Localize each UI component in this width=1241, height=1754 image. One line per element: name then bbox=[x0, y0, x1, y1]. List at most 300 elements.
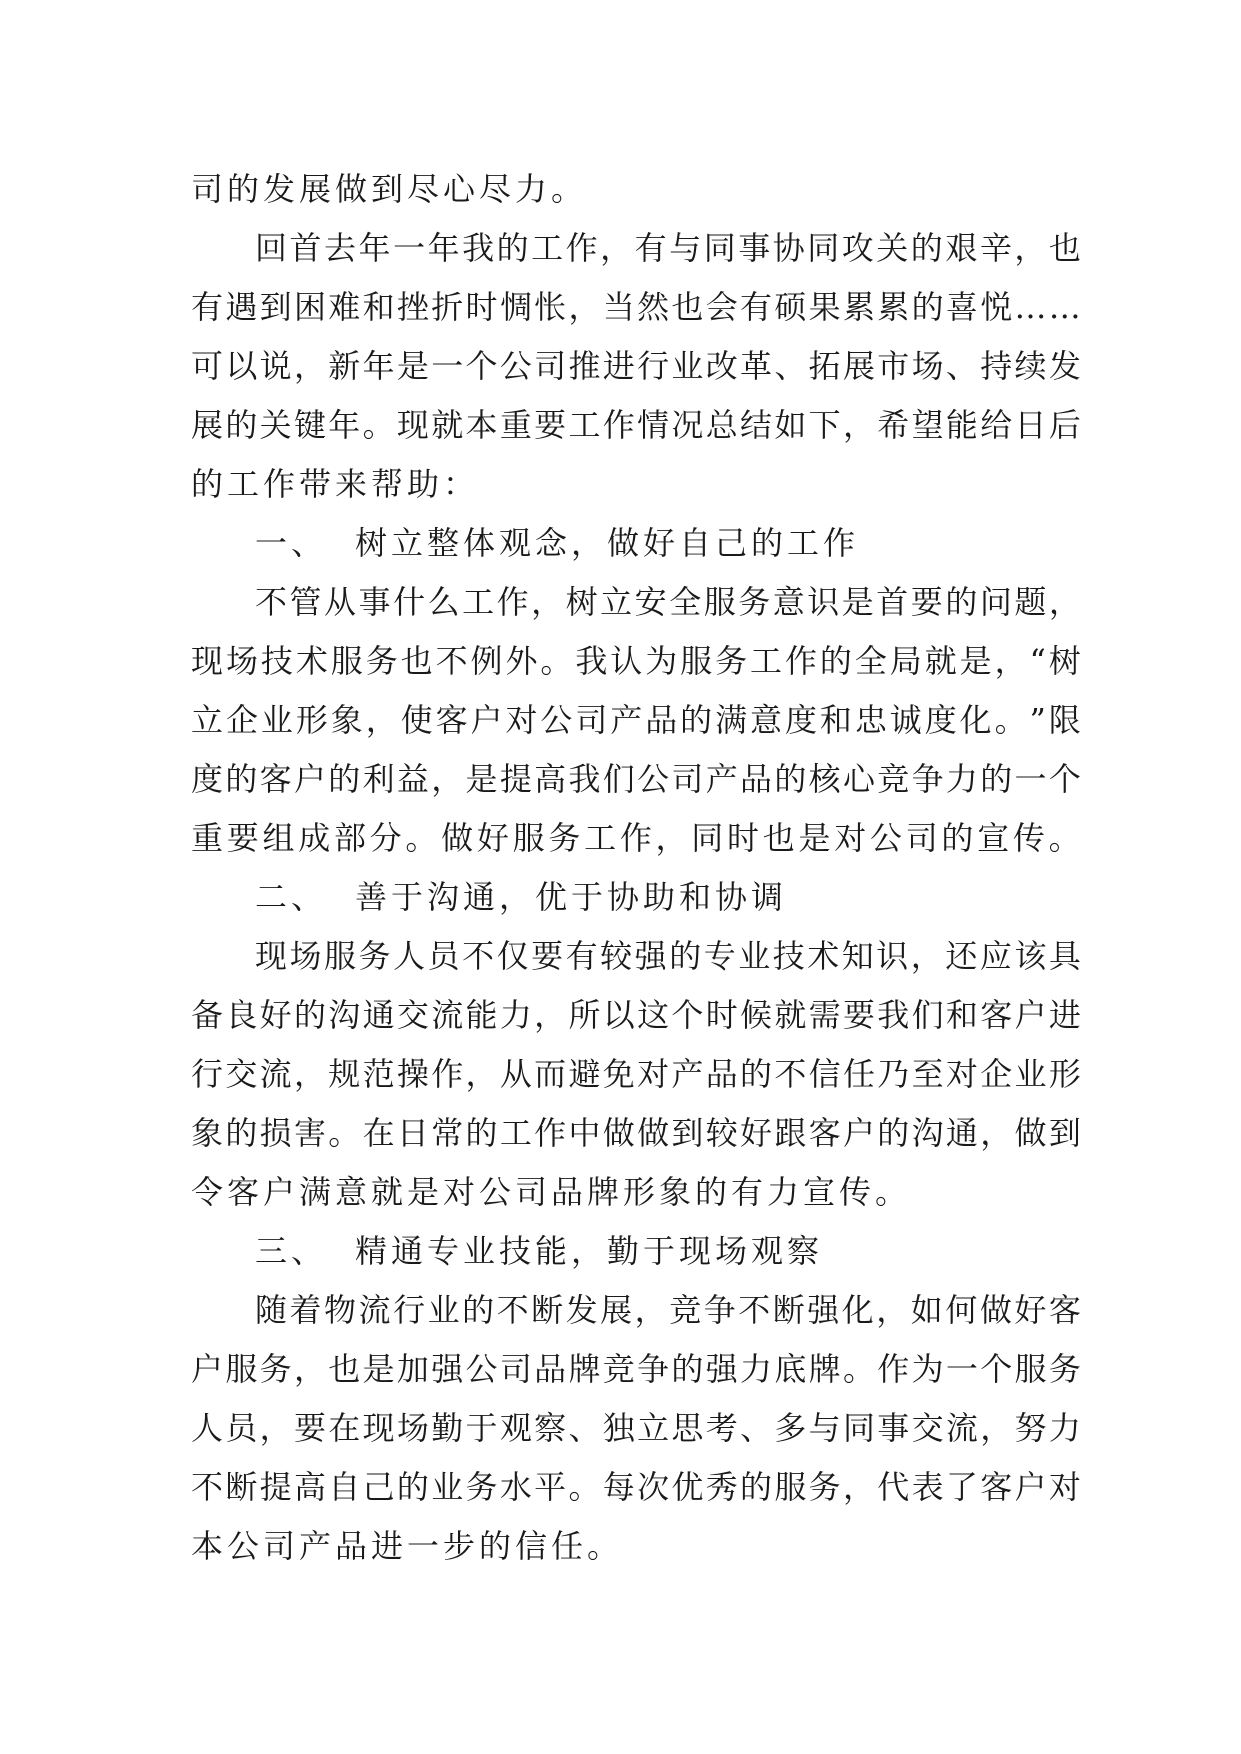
glyph: 例 bbox=[470, 642, 503, 680]
glyph: 年 bbox=[427, 229, 460, 267]
glyph: 在 bbox=[362, 1114, 395, 1152]
glyph: 范 bbox=[362, 1055, 395, 1093]
glyph: 业 bbox=[431, 1468, 464, 1506]
glyph: 要 bbox=[226, 819, 259, 857]
glyph: 候 bbox=[740, 996, 773, 1034]
glyph: 力 bbox=[499, 996, 532, 1034]
glyph: 折 bbox=[431, 288, 464, 326]
glyph: 做 bbox=[441, 819, 474, 857]
glyph: 进 bbox=[1048, 996, 1081, 1034]
glyph: 识 bbox=[876, 937, 909, 975]
glyph: 键 bbox=[293, 406, 326, 444]
glyph: 的 bbox=[680, 701, 713, 739]
glyph: … bbox=[1048, 288, 1081, 326]
glyph: ， bbox=[842, 1468, 875, 1506]
glyph: ， bbox=[655, 819, 688, 857]
glyph: 牌 bbox=[568, 1350, 601, 1388]
glyph: 果 bbox=[808, 288, 841, 326]
glyph: 具 bbox=[1048, 937, 1081, 975]
glyph: 有 bbox=[565, 937, 598, 975]
glyph: 要 bbox=[293, 1409, 326, 1447]
glyph: 独 bbox=[602, 1409, 635, 1447]
glyph: 利 bbox=[362, 760, 395, 798]
glyph: 强 bbox=[431, 1350, 464, 1388]
heading-text: 善于沟通，优于协助和协调 bbox=[355, 878, 788, 916]
glyph: 对 bbox=[505, 701, 538, 739]
glyph: 为 bbox=[911, 1350, 944, 1388]
glyph: 工 bbox=[568, 406, 601, 444]
glyph: 核 bbox=[808, 760, 841, 798]
glyph: 于 bbox=[465, 1409, 498, 1447]
glyph: 个 bbox=[1048, 760, 1081, 798]
glyph: 就 bbox=[431, 406, 464, 444]
glyph: ， bbox=[634, 1291, 667, 1329]
glyph: 局 bbox=[889, 642, 922, 680]
glyph: 工 bbox=[750, 642, 783, 680]
glyph: 们 bbox=[602, 760, 635, 798]
glyph: 的 bbox=[911, 288, 944, 326]
glyph: 个 bbox=[465, 347, 498, 385]
glyph: 也 bbox=[400, 642, 433, 680]
glyph: 宣 bbox=[977, 819, 1010, 857]
text-line bbox=[191, 278, 1081, 337]
glyph: 作 bbox=[602, 406, 635, 444]
glyph: 有 bbox=[634, 229, 667, 267]
glyph: 应 bbox=[979, 937, 1012, 975]
glyph: 化 bbox=[841, 1291, 874, 1329]
glyph: 水 bbox=[499, 1468, 532, 1506]
glyph: 作 bbox=[619, 819, 652, 857]
glyph: 如 bbox=[774, 406, 807, 444]
glyph: 的 bbox=[293, 996, 326, 1034]
glyph: 累 bbox=[877, 288, 910, 326]
glyph: 客 bbox=[435, 701, 468, 739]
glyph: 户 bbox=[293, 760, 326, 798]
glyph: 关 bbox=[876, 229, 909, 267]
text-line bbox=[191, 1281, 1081, 1340]
glyph: 的 bbox=[945, 583, 978, 621]
glyph: 也 bbox=[762, 819, 795, 857]
glyph: 的 bbox=[465, 1114, 498, 1152]
glyph: 行 bbox=[393, 1291, 426, 1329]
glyph: 年 bbox=[328, 406, 361, 444]
glyph: 组 bbox=[262, 819, 295, 857]
glyph: 流 bbox=[259, 1055, 292, 1093]
glyph: 力 bbox=[945, 760, 978, 798]
glyph: 和 bbox=[362, 288, 395, 326]
glyph: 专 bbox=[703, 937, 736, 975]
glyph: 困 bbox=[293, 288, 326, 326]
glyph: 产 bbox=[671, 1055, 704, 1093]
glyph: 流 bbox=[431, 996, 464, 1034]
glyph: 至 bbox=[911, 1055, 944, 1093]
glyph: 续 bbox=[1014, 347, 1047, 385]
glyph: 一 bbox=[393, 229, 426, 267]
glyph: 对 bbox=[834, 819, 867, 857]
glyph: 操 bbox=[396, 1055, 429, 1093]
glyph: 工 bbox=[584, 819, 617, 857]
glyph: 所 bbox=[568, 996, 601, 1034]
glyph: 努 bbox=[1014, 1409, 1047, 1447]
glyph: 沟 bbox=[328, 996, 361, 1034]
glyph: 乃 bbox=[877, 1055, 910, 1093]
glyph: 是 bbox=[959, 642, 992, 680]
glyph: 。 bbox=[405, 819, 438, 857]
glyph: 树 bbox=[1048, 642, 1081, 680]
glyph: 常 bbox=[431, 1114, 464, 1152]
glyph: 结 bbox=[740, 406, 773, 444]
glyph: 损 bbox=[259, 1114, 292, 1152]
glyph: 术 bbox=[295, 642, 328, 680]
glyph: 做 bbox=[602, 1114, 635, 1152]
glyph: 竞 bbox=[602, 1350, 635, 1388]
glyph: 和 bbox=[819, 701, 852, 739]
text-line bbox=[191, 1163, 1081, 1222]
glyph: 到 bbox=[259, 288, 292, 326]
glyph: 然 bbox=[637, 288, 670, 326]
glyph: 首 bbox=[876, 583, 909, 621]
glyph: 员 bbox=[427, 937, 460, 975]
glyph: 现 bbox=[396, 406, 429, 444]
glyph: 从 bbox=[324, 583, 357, 621]
glyph: 服 bbox=[512, 819, 545, 857]
glyph: 业 bbox=[738, 937, 771, 975]
section-heading bbox=[191, 514, 1081, 573]
glyph: 诚 bbox=[889, 701, 922, 739]
glyph: 自 bbox=[328, 1468, 361, 1506]
glyph: 企 bbox=[980, 1055, 1013, 1093]
glyph: ， bbox=[842, 406, 875, 444]
glyph: 次 bbox=[637, 1468, 670, 1506]
glyph: 客 bbox=[980, 996, 1013, 1034]
glyph: 产 bbox=[610, 701, 643, 739]
glyph: 秀 bbox=[705, 1468, 738, 1506]
glyph: 协 bbox=[772, 229, 805, 267]
glyph: 、 bbox=[774, 347, 807, 385]
glyph: 作 bbox=[496, 583, 529, 621]
glyph: 交 bbox=[396, 996, 429, 1034]
glyph: 务 bbox=[1048, 1350, 1081, 1388]
glyph: 要 bbox=[842, 996, 875, 1034]
heading-text: 精通专业技能，勤于现场观察 bbox=[355, 1232, 824, 1270]
glyph: 强 bbox=[807, 1291, 840, 1329]
glyph: 就 bbox=[924, 642, 957, 680]
glyph: 底 bbox=[774, 1350, 807, 1388]
glyph: 多 bbox=[774, 1409, 807, 1447]
glyph: 不 bbox=[435, 642, 468, 680]
glyph: 能 bbox=[945, 406, 978, 444]
glyph: 同 bbox=[842, 1409, 875, 1447]
glyph: 事 bbox=[358, 583, 391, 621]
glyph: 作 bbox=[431, 1055, 464, 1093]
glyph: 免 bbox=[602, 1055, 635, 1093]
glyph: 会 bbox=[705, 288, 738, 326]
glyph: 。 bbox=[540, 642, 573, 680]
text-line bbox=[191, 1517, 1081, 1576]
glyph: 同 bbox=[691, 819, 724, 857]
glyph: 度 bbox=[784, 701, 817, 739]
glyph: 牌 bbox=[808, 1350, 841, 1388]
glyph: 的 bbox=[496, 229, 529, 267]
glyph: 要 bbox=[910, 583, 943, 621]
glyph: 们 bbox=[911, 996, 944, 1034]
glyph: 意 bbox=[772, 583, 805, 621]
glyph: 以 bbox=[602, 996, 635, 1034]
glyph: 树 bbox=[565, 583, 598, 621]
glyph: 务 bbox=[365, 642, 398, 680]
glyph: ， bbox=[465, 1055, 498, 1093]
glyph: 与 bbox=[808, 1409, 841, 1447]
glyph: 争 bbox=[703, 1291, 736, 1329]
text-line bbox=[191, 1458, 1081, 1517]
glyph: 安 bbox=[634, 583, 667, 621]
text-line bbox=[191, 632, 1081, 691]
glyph: 优 bbox=[671, 1468, 704, 1506]
glyph: 日 bbox=[396, 1114, 429, 1152]
glyph: 挫 bbox=[396, 288, 429, 326]
glyph: 要 bbox=[534, 406, 567, 444]
glyph: 的 bbox=[462, 1291, 495, 1329]
glyph: 务 bbox=[259, 1350, 292, 1388]
glyph: 一 bbox=[431, 347, 464, 385]
glyph: 全 bbox=[854, 642, 887, 680]
glyph: 同 bbox=[703, 229, 736, 267]
section-heading bbox=[191, 868, 1081, 927]
glyph: 客 bbox=[1048, 1291, 1081, 1329]
glyph: 观 bbox=[499, 1409, 532, 1447]
glyph: ， bbox=[1048, 583, 1081, 621]
glyph: 形 bbox=[1048, 1055, 1081, 1093]
glyph: ， bbox=[259, 1409, 292, 1447]
glyph: 拓 bbox=[808, 347, 841, 385]
glyph: 的 bbox=[877, 1114, 910, 1152]
glyph: 为 bbox=[645, 642, 678, 680]
glyph: 任 bbox=[842, 1055, 875, 1093]
glyph: 发 bbox=[565, 1291, 598, 1329]
glyph: 做 bbox=[637, 1114, 670, 1152]
glyph: 识 bbox=[807, 583, 840, 621]
glyph: 服 bbox=[225, 1350, 258, 1388]
glyph: 是 bbox=[841, 583, 874, 621]
text-line bbox=[191, 1399, 1081, 1458]
glyph: 什 bbox=[393, 583, 426, 621]
glyph: 象 bbox=[330, 701, 363, 739]
glyph: 场 bbox=[396, 1409, 429, 1447]
glyph: 管 bbox=[289, 583, 322, 621]
glyph: 平 bbox=[534, 1468, 567, 1506]
glyph: 较 bbox=[705, 1114, 738, 1152]
glyph: 关 bbox=[259, 406, 292, 444]
glyph: 心 bbox=[842, 760, 875, 798]
glyph: 行 bbox=[191, 1055, 224, 1093]
glyph: 形 bbox=[295, 701, 328, 739]
glyph: 的 bbox=[671, 1350, 704, 1388]
glyph: 的 bbox=[328, 760, 361, 798]
glyph: 场 bbox=[289, 937, 322, 975]
glyph: 避 bbox=[568, 1055, 601, 1093]
glyph: 限 bbox=[1048, 701, 1081, 739]
glyph: 分 bbox=[369, 819, 402, 857]
glyph: 时 bbox=[727, 819, 760, 857]
glyph: 遇 bbox=[225, 288, 258, 326]
glyph: 年 bbox=[362, 347, 395, 385]
glyph: 况 bbox=[671, 406, 704, 444]
glyph: 务 bbox=[548, 819, 581, 857]
glyph: 有 bbox=[191, 288, 224, 326]
glyph: ， bbox=[568, 288, 601, 326]
glyph: 业 bbox=[427, 1291, 460, 1329]
glyph: 业 bbox=[260, 701, 293, 739]
glyph: 工 bbox=[531, 229, 564, 267]
text-line bbox=[191, 750, 1081, 809]
glyph: 好 bbox=[476, 819, 509, 857]
glyph: 年 bbox=[358, 229, 391, 267]
glyph: 持 bbox=[980, 347, 1013, 385]
line-text: 司的发展做到尽心尽力。 bbox=[191, 170, 588, 208]
glyph: 术 bbox=[807, 937, 840, 975]
glyph: 的 bbox=[980, 760, 1013, 798]
glyph: 艰 bbox=[945, 229, 978, 267]
glyph: 新 bbox=[328, 347, 361, 385]
glyph: 现 bbox=[362, 1409, 395, 1447]
glyph: 竞 bbox=[877, 760, 910, 798]
glyph: 的 bbox=[225, 1114, 258, 1152]
glyph: 可 bbox=[191, 347, 224, 385]
glyph: 勤 bbox=[431, 1409, 464, 1447]
glyph: 知 bbox=[841, 937, 874, 975]
glyph: 品 bbox=[740, 760, 773, 798]
glyph: 推 bbox=[568, 347, 601, 385]
glyph: 时 bbox=[705, 996, 738, 1034]
glyph: 断 bbox=[225, 1468, 258, 1506]
glyph: 竞 bbox=[669, 1291, 702, 1329]
text-line bbox=[191, 986, 1081, 1045]
glyph: 公 bbox=[637, 760, 670, 798]
glyph: 户 bbox=[1014, 1468, 1047, 1506]
glyph: ， bbox=[876, 1291, 909, 1329]
glyph: 客 bbox=[259, 760, 292, 798]
glyph: 的 bbox=[910, 229, 943, 267]
glyph: 力 bbox=[1048, 1409, 1081, 1447]
glyph: 累 bbox=[842, 288, 875, 326]
glyph: 作 bbox=[534, 1114, 567, 1152]
glyph: ， bbox=[293, 347, 326, 385]
glyph: 全 bbox=[669, 583, 702, 621]
glyph: 难 bbox=[328, 288, 361, 326]
glyph: 是 bbox=[798, 819, 831, 857]
glyph: 我 bbox=[462, 229, 495, 267]
glyph: 当 bbox=[602, 288, 635, 326]
glyph: 强 bbox=[634, 937, 667, 975]
glyph: 现 bbox=[255, 937, 288, 975]
glyph: 。 bbox=[568, 1468, 601, 1506]
glyph: ， bbox=[600, 229, 633, 267]
glyph: 到 bbox=[1048, 1114, 1081, 1152]
glyph: 以 bbox=[225, 347, 258, 385]
glyph: 。 bbox=[328, 1114, 361, 1152]
glyph: 业 bbox=[1014, 1055, 1047, 1093]
glyph: 交 bbox=[911, 1409, 944, 1447]
glyph: 工 bbox=[499, 1114, 532, 1152]
glyph: ， bbox=[293, 1055, 326, 1093]
glyph: 作 bbox=[784, 642, 817, 680]
glyph: 我 bbox=[568, 760, 601, 798]
glyph: 重 bbox=[499, 406, 532, 444]
glyph: 度 bbox=[191, 760, 224, 798]
glyph: 要 bbox=[531, 937, 564, 975]
glyph: 高 bbox=[534, 760, 567, 798]
glyph: 、 bbox=[945, 347, 978, 385]
glyph: 仅 bbox=[496, 937, 529, 975]
glyph: 对 bbox=[637, 1055, 670, 1093]
glyph: 公 bbox=[869, 819, 902, 857]
glyph: 公 bbox=[540, 701, 573, 739]
glyph: 悦 bbox=[980, 288, 1013, 326]
glyph: 业 bbox=[671, 347, 704, 385]
glyph: ， bbox=[1014, 229, 1047, 267]
glyph: 立 bbox=[191, 701, 224, 739]
glyph: 客 bbox=[808, 1114, 841, 1152]
text-line bbox=[191, 337, 1081, 396]
section-heading bbox=[191, 1222, 1081, 1281]
glyph: 立 bbox=[600, 583, 633, 621]
heading-number: 一、 bbox=[255, 524, 328, 562]
glyph: 争 bbox=[911, 760, 944, 798]
glyph: 的 bbox=[941, 819, 974, 857]
glyph: 后 bbox=[1048, 406, 1081, 444]
text-line bbox=[191, 219, 1081, 278]
glyph: 好 bbox=[740, 1114, 773, 1152]
glyph: 做 bbox=[979, 1291, 1012, 1329]
glyph: 服 bbox=[330, 642, 363, 680]
glyph: 户 bbox=[191, 1350, 224, 1388]
glyph: 满 bbox=[715, 701, 748, 739]
glyph: 提 bbox=[499, 760, 532, 798]
glyph: 户 bbox=[842, 1114, 875, 1152]
glyph: 做 bbox=[1014, 1114, 1047, 1152]
glyph: 何 bbox=[945, 1291, 978, 1329]
glyph: 一 bbox=[945, 1350, 978, 1388]
glyph: 力 bbox=[740, 1350, 773, 1388]
glyph: 度 bbox=[924, 701, 957, 739]
glyph: 回 bbox=[255, 229, 288, 267]
glyph: 客 bbox=[980, 1468, 1013, 1506]
glyph: ， bbox=[365, 701, 398, 739]
glyph: 使 bbox=[400, 701, 433, 739]
glyph: 公 bbox=[465, 1350, 498, 1388]
glyph: 立 bbox=[637, 1409, 670, 1447]
glyph: 到 bbox=[671, 1114, 704, 1152]
glyph: 传 bbox=[1012, 819, 1045, 857]
glyph: 意 bbox=[750, 701, 783, 739]
glyph: 人 bbox=[393, 937, 426, 975]
glyph: 较 bbox=[600, 937, 633, 975]
glyph: 高 bbox=[293, 1468, 326, 1506]
glyph: 。 bbox=[1048, 819, 1081, 857]
glyph: 代 bbox=[877, 1468, 910, 1506]
glyph: 成 bbox=[298, 819, 331, 857]
glyph: 加 bbox=[396, 1350, 429, 1388]
text-line bbox=[191, 809, 1081, 868]
glyph: 事 bbox=[738, 229, 771, 267]
glyph: 强 bbox=[705, 1350, 738, 1388]
glyph: 通 bbox=[362, 996, 395, 1034]
glyph: 了 bbox=[945, 1468, 978, 1506]
glyph: 作 bbox=[565, 229, 598, 267]
glyph: 不 bbox=[774, 1055, 807, 1093]
glyph: 望 bbox=[911, 406, 944, 444]
glyph: 作 bbox=[877, 1350, 910, 1388]
